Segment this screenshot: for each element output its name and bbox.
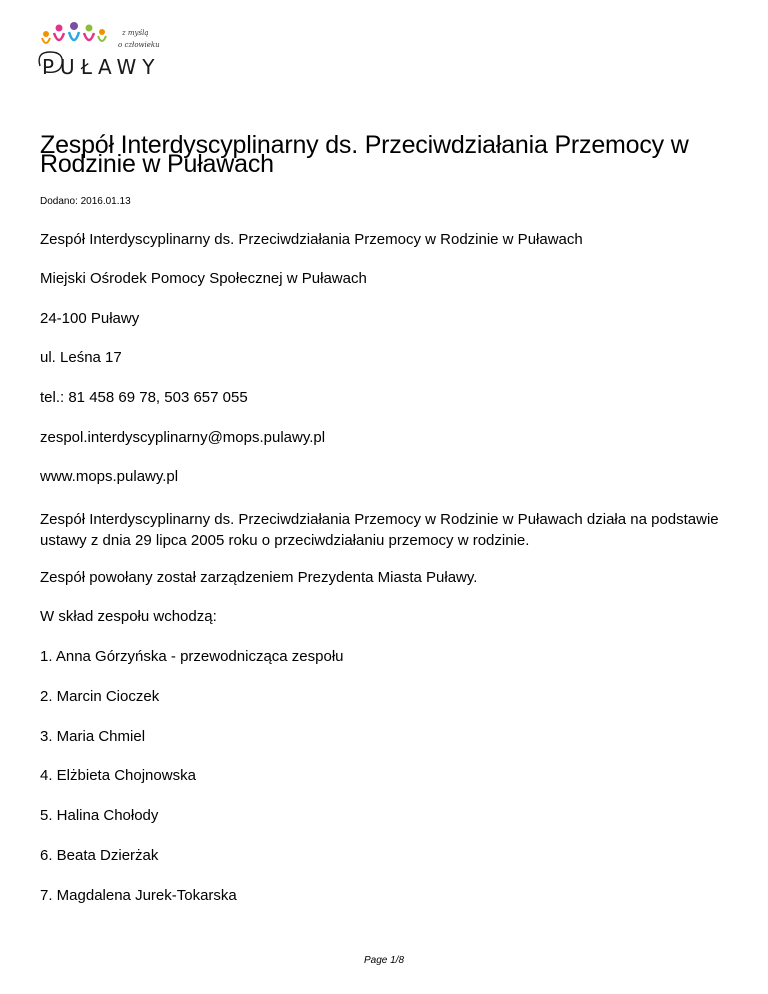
paragraph-website-link[interactable]: www.mops.pulawy.pl <box>40 468 179 485</box>
paragraph-members-heading: W skład zespołu wchodzą: <box>40 608 217 625</box>
paragraph-legal-basis: Zespół Interdyscyplinarny ds. Przeciwdziałania Przemocy w Rodzinie w Puławach działa na podstawie ustawy z dnia 29 lipca 2005 roku o przeciwdziałaniu przemocy w rodzinie. <box>40 511 719 549</box>
article-title: Zespół Interdyscyplinarny ds. Przeciwdziałania Przemocy w Rodzinie w Puławach <box>40 131 689 178</box>
logo-motto-line2: o człowieku <box>118 41 160 49</box>
member-list-item: 3. Maria Chmiel <box>40 728 146 745</box>
logo-motto-line1: z myślą <box>122 29 149 37</box>
member-list-item: 5. Halina Chołody <box>40 807 159 824</box>
paragraph-appointment: Zespół powołany został zarządzeniem Prezydenta Miasta Puławy. <box>40 569 478 586</box>
paragraph-phone: tel.: 81 458 69 78, 503 657 055 <box>40 389 248 406</box>
paragraph-institution: Miejski Ośrodek Pomocy Społecznej w Puławach <box>40 270 367 287</box>
paragraph-street: ul. Leśna 17 <box>40 349 122 366</box>
member-list-item: 6. Beata Dzierżak <box>40 847 159 864</box>
logo-text: PUŁAWY <box>42 55 161 79</box>
paragraph-email-link[interactable]: zespol.interdyscyplinarny@mops.pulawy.pl <box>40 429 326 446</box>
member-list-item: 4. Elżbieta Chojnowska <box>40 767 196 784</box>
page-number: Page 1/8 <box>363 955 405 966</box>
publish-date: Dodano: 2016.01.13 <box>40 196 131 207</box>
member-list-item: 2. Marcin Cioczek <box>40 688 160 705</box>
paragraph-postal-code: 24-100 Puławy <box>40 310 140 327</box>
member-list-item: 7. Magdalena Jurek-Tokarska <box>40 887 237 904</box>
paragraph-team-name: Zespół Interdyscyplinarny ds. Przeciwdziałania Przemocy w Rodzinie w Puławach <box>40 231 583 248</box>
member-list-item: 1. Anna Górzyńska - przewodnicząca zespołu <box>40 648 344 665</box>
